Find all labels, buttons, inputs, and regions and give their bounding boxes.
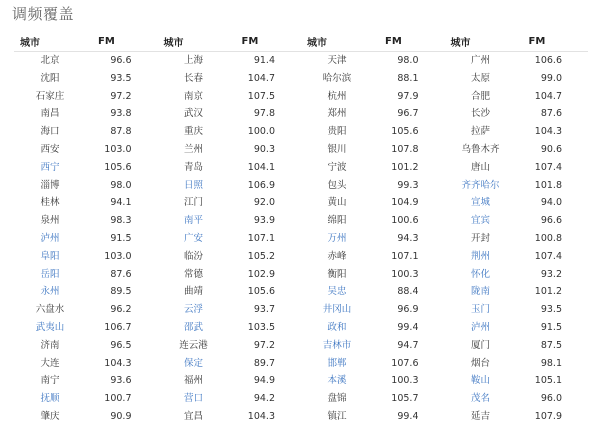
fm-frequency: 97.2 — [253, 339, 275, 351]
fm-frequency: 103.5 — [247, 321, 275, 333]
header-fm: FM — [86, 33, 158, 52]
header-fm: FM — [517, 33, 589, 52]
table-row — [14, 105, 588, 123]
city-name: 太原 — [470, 72, 490, 84]
fm-frequency: 100.0 — [247, 126, 275, 138]
city-link[interactable]: 荆州 — [470, 250, 490, 262]
table-row — [14, 88, 588, 106]
city-name: 北京 — [40, 55, 60, 66]
fm-frequency: 94.1 — [110, 197, 132, 209]
fm-frequency: 96.5 — [110, 339, 132, 351]
city-name: 淄博 — [40, 179, 60, 191]
city-name: 绵阳 — [327, 215, 347, 227]
city-name: 曲靖 — [183, 286, 203, 298]
fm-frequency: 91.5 — [540, 321, 562, 333]
table-row — [14, 70, 588, 88]
city-link[interactable]: 阜阳 — [40, 250, 60, 262]
fm-frequency: 96.2 — [110, 304, 132, 316]
fm-frequency: 105.6 — [247, 286, 275, 298]
city-name: 沈阳 — [40, 72, 60, 84]
fm-frequency: 106.9 — [247, 179, 275, 191]
city-link[interactable]: 南平 — [183, 215, 203, 227]
fm-frequency: 104.3 — [534, 126, 562, 138]
city-link[interactable]: 本溪 — [327, 375, 347, 387]
city-name: 南京 — [183, 90, 203, 102]
city-name: 黄山 — [327, 197, 347, 209]
city-link[interactable]: 营口 — [183, 393, 203, 405]
fm-frequency: 107.9 — [534, 410, 562, 422]
city-link[interactable]: 保定 — [183, 357, 203, 369]
city-link[interactable]: 宣城 — [470, 197, 490, 209]
fm-frequency: 104.7 — [247, 72, 275, 84]
fm-frequency: 100.3 — [391, 375, 419, 387]
city-link[interactable]: 云浮 — [183, 304, 203, 316]
fm-frequency: 107.6 — [391, 357, 419, 369]
fm-frequency: 107.4 — [534, 250, 562, 262]
city-name: 延吉 — [470, 410, 490, 422]
city-link[interactable]: 陇南 — [470, 286, 490, 298]
fm-frequency: 94.3 — [397, 232, 419, 244]
city-link[interactable]: 岳阳 — [40, 268, 60, 280]
table-row — [14, 123, 588, 141]
city-name: 重庆 — [183, 126, 203, 138]
city-name: 盘锦 — [327, 393, 347, 405]
city-name: 福州 — [183, 375, 203, 387]
fm-frequency: 106.7 — [104, 321, 132, 333]
city-name: 石家庄 — [35, 90, 65, 102]
fm-frequency: 93.6 — [110, 375, 132, 387]
city-link[interactable]: 邵武 — [183, 321, 203, 333]
fm-frequency: 105.6 — [391, 126, 419, 138]
city-link[interactable]: 茂名 — [470, 393, 490, 405]
fm-frequency: 104.9 — [391, 197, 419, 209]
table-row — [14, 230, 588, 248]
city-name: 海口 — [40, 126, 60, 138]
table-row — [14, 266, 588, 284]
table-row — [14, 408, 588, 426]
table-row — [14, 248, 588, 266]
fm-frequency: 93.9 — [253, 215, 275, 227]
fm-frequency: 98.0 — [397, 55, 419, 66]
table-row — [14, 52, 588, 70]
fm-frequency: 98.1 — [540, 357, 562, 369]
fm-frequency: 104.3 — [104, 357, 132, 369]
table-row — [14, 319, 588, 337]
fm-frequency: 90.6 — [540, 143, 562, 155]
fm-frequency: 100.3 — [391, 268, 419, 280]
city-link[interactable]: 日照 — [183, 179, 203, 191]
fm-frequency: 99.3 — [397, 179, 419, 191]
fm-frequency: 94.9 — [253, 375, 275, 387]
fm-frequency: 107.8 — [391, 143, 419, 155]
fm-frequency: 100.6 — [391, 215, 419, 227]
city-name: 青岛 — [183, 161, 203, 173]
city-name: 泉州 — [40, 215, 60, 227]
city-name: 唐山 — [470, 161, 490, 173]
fm-frequency: 97.9 — [397, 90, 419, 102]
header-city: 城市 — [158, 33, 230, 52]
fm-frequency: 94.0 — [540, 197, 562, 209]
fm-frequency: 104.3 — [247, 410, 275, 422]
fm-frequency: 87.5 — [540, 339, 562, 351]
city-name: 桂林 — [40, 197, 60, 209]
city-name: 烟台 — [470, 357, 490, 369]
fm-frequency: 106.6 — [534, 55, 562, 66]
fm-frequency: 99.0 — [540, 72, 562, 84]
fm-frequency: 91.5 — [110, 232, 132, 244]
fm-frequency: 107.1 — [391, 250, 419, 262]
fm-frequency: 88.1 — [397, 72, 419, 84]
fm-frequency: 100.8 — [534, 232, 562, 244]
fm-frequency: 97.8 — [253, 108, 275, 120]
header-city: 城市 — [445, 33, 517, 52]
city-name: 江门 — [183, 197, 203, 209]
fm-coverage-table — [14, 33, 588, 426]
city-name: 临汾 — [183, 250, 203, 262]
fm-frequency: 87.6 — [110, 268, 132, 280]
city-name: 肇庆 — [40, 410, 60, 422]
city-name: 杭州 — [327, 90, 347, 102]
fm-frequency: 98.0 — [110, 179, 132, 191]
city-name: 乌鲁木齐 — [461, 143, 500, 155]
city-name: 合肥 — [470, 90, 490, 102]
fm-frequency: 102.9 — [247, 268, 275, 280]
city-link[interactable]: 西宁 — [40, 161, 60, 173]
fm-frequency: 96.6 — [540, 215, 562, 227]
city-link[interactable]: 政和 — [327, 321, 347, 333]
city-name: 六盘水 — [35, 304, 65, 316]
fm-frequency: 87.6 — [540, 108, 562, 120]
table-row — [14, 301, 588, 319]
city-name: 厦门 — [470, 339, 490, 351]
table-row — [14, 212, 588, 230]
fm-frequency: 93.8 — [110, 108, 132, 120]
fm-frequency: 99.4 — [397, 410, 419, 422]
city-link[interactable]: 邯郸 — [327, 357, 347, 369]
city-link[interactable]: 万州 — [327, 232, 347, 244]
table-row — [14, 337, 588, 355]
city-name: 贵阳 — [327, 126, 347, 138]
city-name: 南昌 — [40, 108, 60, 120]
city-link[interactable]: 井冈山 — [322, 304, 352, 316]
fm-frequency: 89.5 — [110, 286, 132, 298]
header-fm: FM — [373, 33, 445, 52]
fm-frequency: 101.2 — [391, 161, 419, 173]
fm-frequency: 101.8 — [534, 179, 562, 191]
fm-frequency: 103.0 — [104, 250, 132, 262]
city-link[interactable]: 武夷山 — [35, 321, 65, 333]
city-name: 拉萨 — [470, 126, 490, 138]
fm-frequency: 96.0 — [540, 393, 562, 405]
fm-frequency: 105.6 — [104, 161, 132, 173]
table-row — [14, 372, 588, 390]
fm-frequency: 103.0 — [104, 143, 132, 155]
fm-frequency: 98.3 — [110, 215, 132, 227]
fm-frequency: 104.7 — [534, 90, 562, 102]
fm-frequency: 97.2 — [110, 90, 132, 102]
fm-frequency: 92.0 — [253, 197, 275, 209]
table-row — [14, 355, 588, 373]
fm-frequency: 88.4 — [397, 286, 419, 298]
fm-frequency: 105.1 — [534, 375, 562, 387]
city-link[interactable]: 永州 — [40, 286, 60, 298]
fm-frequency: 94.2 — [253, 393, 275, 405]
fm-frequency: 89.7 — [253, 357, 275, 369]
table-body — [14, 52, 588, 426]
city-name: 武汉 — [183, 108, 203, 120]
city-link[interactable]: 宜宾 — [470, 215, 490, 227]
city-name: 济南 — [40, 339, 60, 351]
fm-frequency: 96.9 — [397, 304, 419, 316]
city-name: 兰州 — [183, 143, 203, 155]
city-link[interactable]: 吉林市 — [322, 339, 352, 351]
city-name: 长沙 — [470, 108, 490, 120]
fm-frequency: 99.4 — [397, 321, 419, 333]
fm-frequency: 93.5 — [540, 304, 562, 316]
fm-frequency: 101.2 — [534, 286, 562, 298]
city-link[interactable]: 广安 — [183, 232, 203, 244]
city-link[interactable]: 鞍山 — [470, 375, 490, 387]
city-name: 广州 — [470, 55, 490, 66]
city-name: 赤峰 — [327, 250, 347, 262]
fm-frequency: 104.1 — [247, 161, 275, 173]
city-name: 大连 — [40, 357, 60, 369]
fm-frequency: 91.4 — [253, 55, 275, 66]
city-link[interactable]: 泸州 — [40, 232, 60, 244]
city-link[interactable]: 怀化 — [470, 268, 490, 280]
header-city: 城市 — [14, 33, 86, 52]
table-header-row — [14, 33, 588, 52]
city-name: 衡阳 — [327, 268, 347, 280]
city-link[interactable]: 泸州 — [470, 321, 490, 333]
city-name: 银川 — [327, 143, 347, 155]
fm-frequency: 107.4 — [534, 161, 562, 173]
city-name: 上海 — [183, 55, 203, 66]
city-name: 西安 — [40, 143, 60, 155]
table-row — [14, 390, 588, 408]
fm-frequency: 100.7 — [104, 393, 132, 405]
city-name: 南宁 — [40, 375, 60, 387]
city-name: 宁波 — [327, 161, 347, 173]
city-name: 镇江 — [327, 410, 347, 422]
fm-frequency: 105.2 — [247, 250, 275, 262]
fm-frequency: 107.5 — [247, 90, 275, 102]
table-row — [14, 159, 588, 177]
city-name: 连云港 — [179, 339, 208, 351]
city-name: 哈尔滨 — [322, 72, 352, 84]
city-name: 开封 — [470, 232, 490, 244]
city-name: 宜昌 — [183, 410, 203, 422]
table-row — [14, 283, 588, 301]
fm-frequency: 90.3 — [253, 143, 275, 155]
fm-frequency: 96.6 — [110, 55, 132, 66]
fm-frequency: 93.7 — [253, 304, 275, 316]
city-link[interactable]: 齐齐哈尔 — [461, 179, 500, 191]
city-name: 天津 — [327, 55, 347, 66]
fm-coverage-table-container — [14, 33, 588, 426]
table-row — [14, 141, 588, 159]
header-fm: FM — [230, 33, 302, 52]
fm-frequency: 96.7 — [397, 108, 419, 120]
fm-frequency: 93.2 — [540, 268, 562, 280]
fm-frequency: 90.9 — [110, 410, 132, 422]
fm-frequency: 87.8 — [110, 126, 132, 138]
fm-frequency: 105.7 — [391, 393, 419, 405]
city-link[interactable]: 玉门 — [470, 304, 490, 316]
city-link[interactable]: 吴忠 — [327, 286, 347, 298]
city-link[interactable]: 抚顺 — [40, 393, 60, 405]
city-name: 包头 — [327, 179, 347, 191]
city-name: 郑州 — [327, 108, 347, 120]
fm-frequency: 107.1 — [247, 232, 275, 244]
table-row — [14, 194, 588, 212]
city-name: 长春 — [183, 72, 203, 84]
table-row — [14, 177, 588, 195]
city-name: 常德 — [183, 268, 203, 280]
header-city: 城市 — [301, 33, 373, 52]
fm-frequency: 93.5 — [110, 72, 132, 84]
page-title: 调频覆盖 — [12, 5, 75, 23]
fm-frequency: 94.7 — [397, 339, 419, 351]
